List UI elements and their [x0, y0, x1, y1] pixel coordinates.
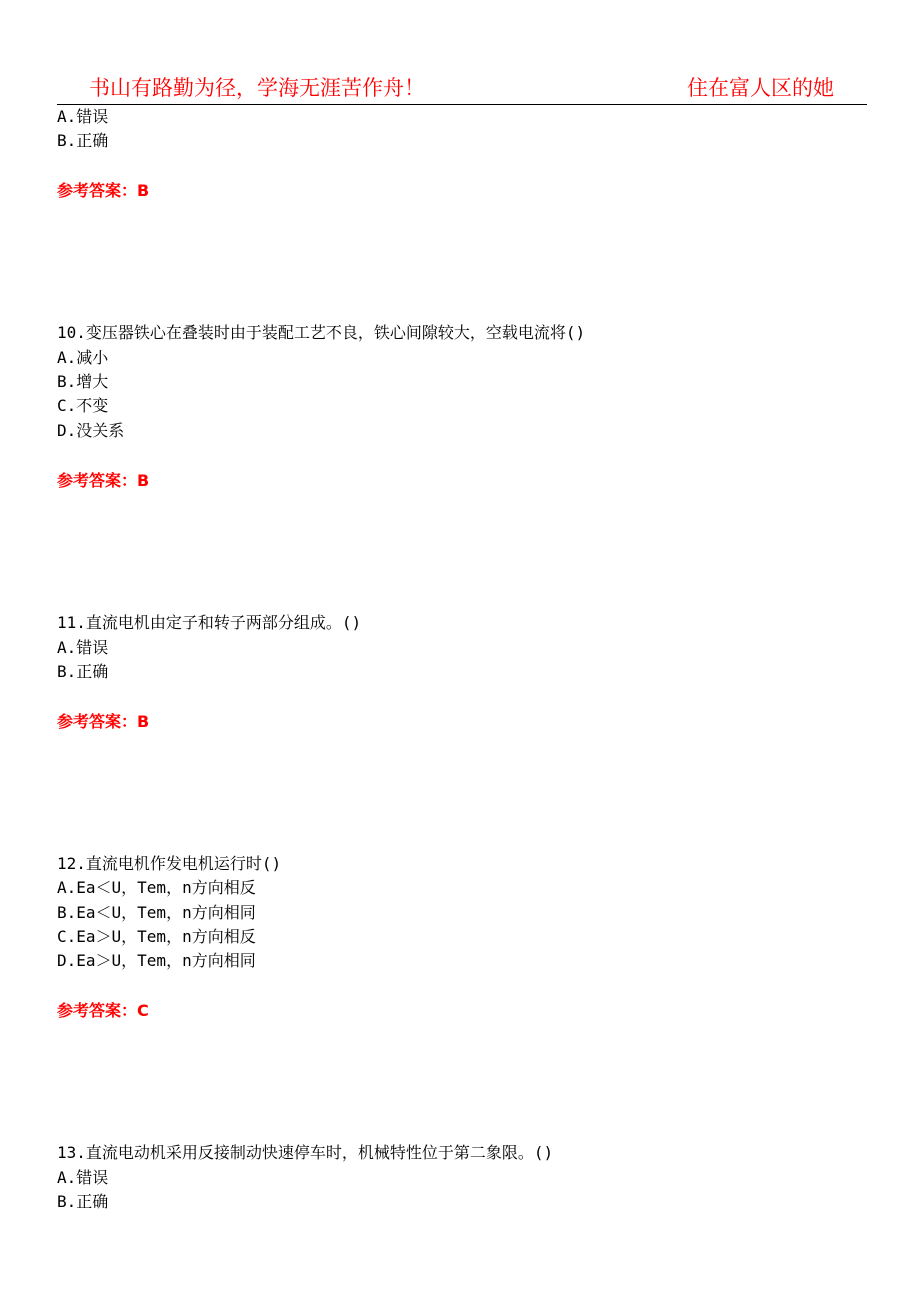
page-header [57, 72, 867, 105]
q9-answer: 参考答案：B [57, 181, 150, 200]
q10-option-c: C.不变 [57, 396, 109, 415]
header-author: 住在富人区的她 [687, 76, 834, 100]
q10-question: 10.变压器铁心在叠装时由于装配工艺不良，铁心间隙较大，空载电流将() [57, 323, 586, 342]
q12-option-a: A.Ea＜U，Tem，n方向相反 [57, 878, 256, 897]
q9-option-b: B.正确 [57, 131, 109, 150]
q10-option-b: B.增大 [57, 372, 109, 391]
q11-answer: 参考答案：B [57, 712, 150, 731]
q13-option-b: B.正确 [57, 1192, 109, 1211]
q13-option-a: A.错误 [57, 1168, 109, 1187]
q11-option-a: A.错误 [57, 638, 109, 657]
q10-option-d: D.没关系 [57, 421, 125, 440]
q11-option-b: B.正确 [57, 662, 109, 681]
q9-option-a: A.错误 [57, 107, 109, 126]
q12-option-b: B.Ea＜U，Tem，n方向相同 [57, 903, 256, 922]
q11-question: 11.直流电机由定子和转子两部分组成。() [57, 613, 362, 632]
q12-question: 12.直流电机作发电机运行时() [57, 854, 282, 873]
q10-answer: 参考答案：B [57, 471, 150, 490]
q12-option-c: C.Ea＞U，Tem，n方向相反 [57, 927, 256, 946]
q10-option-a: A.减小 [57, 348, 109, 367]
q12-answer: 参考答案：C [57, 1001, 149, 1020]
header-motto: 书山有路勤为径，学海无涯苦作舟！ [89, 76, 425, 100]
q13-question: 13.直流电动机采用反接制动快速停车时，机械特性位于第二象限。() [57, 1143, 554, 1162]
q12-option-d: D.Ea＞U，Tem，n方向相同 [57, 951, 256, 970]
